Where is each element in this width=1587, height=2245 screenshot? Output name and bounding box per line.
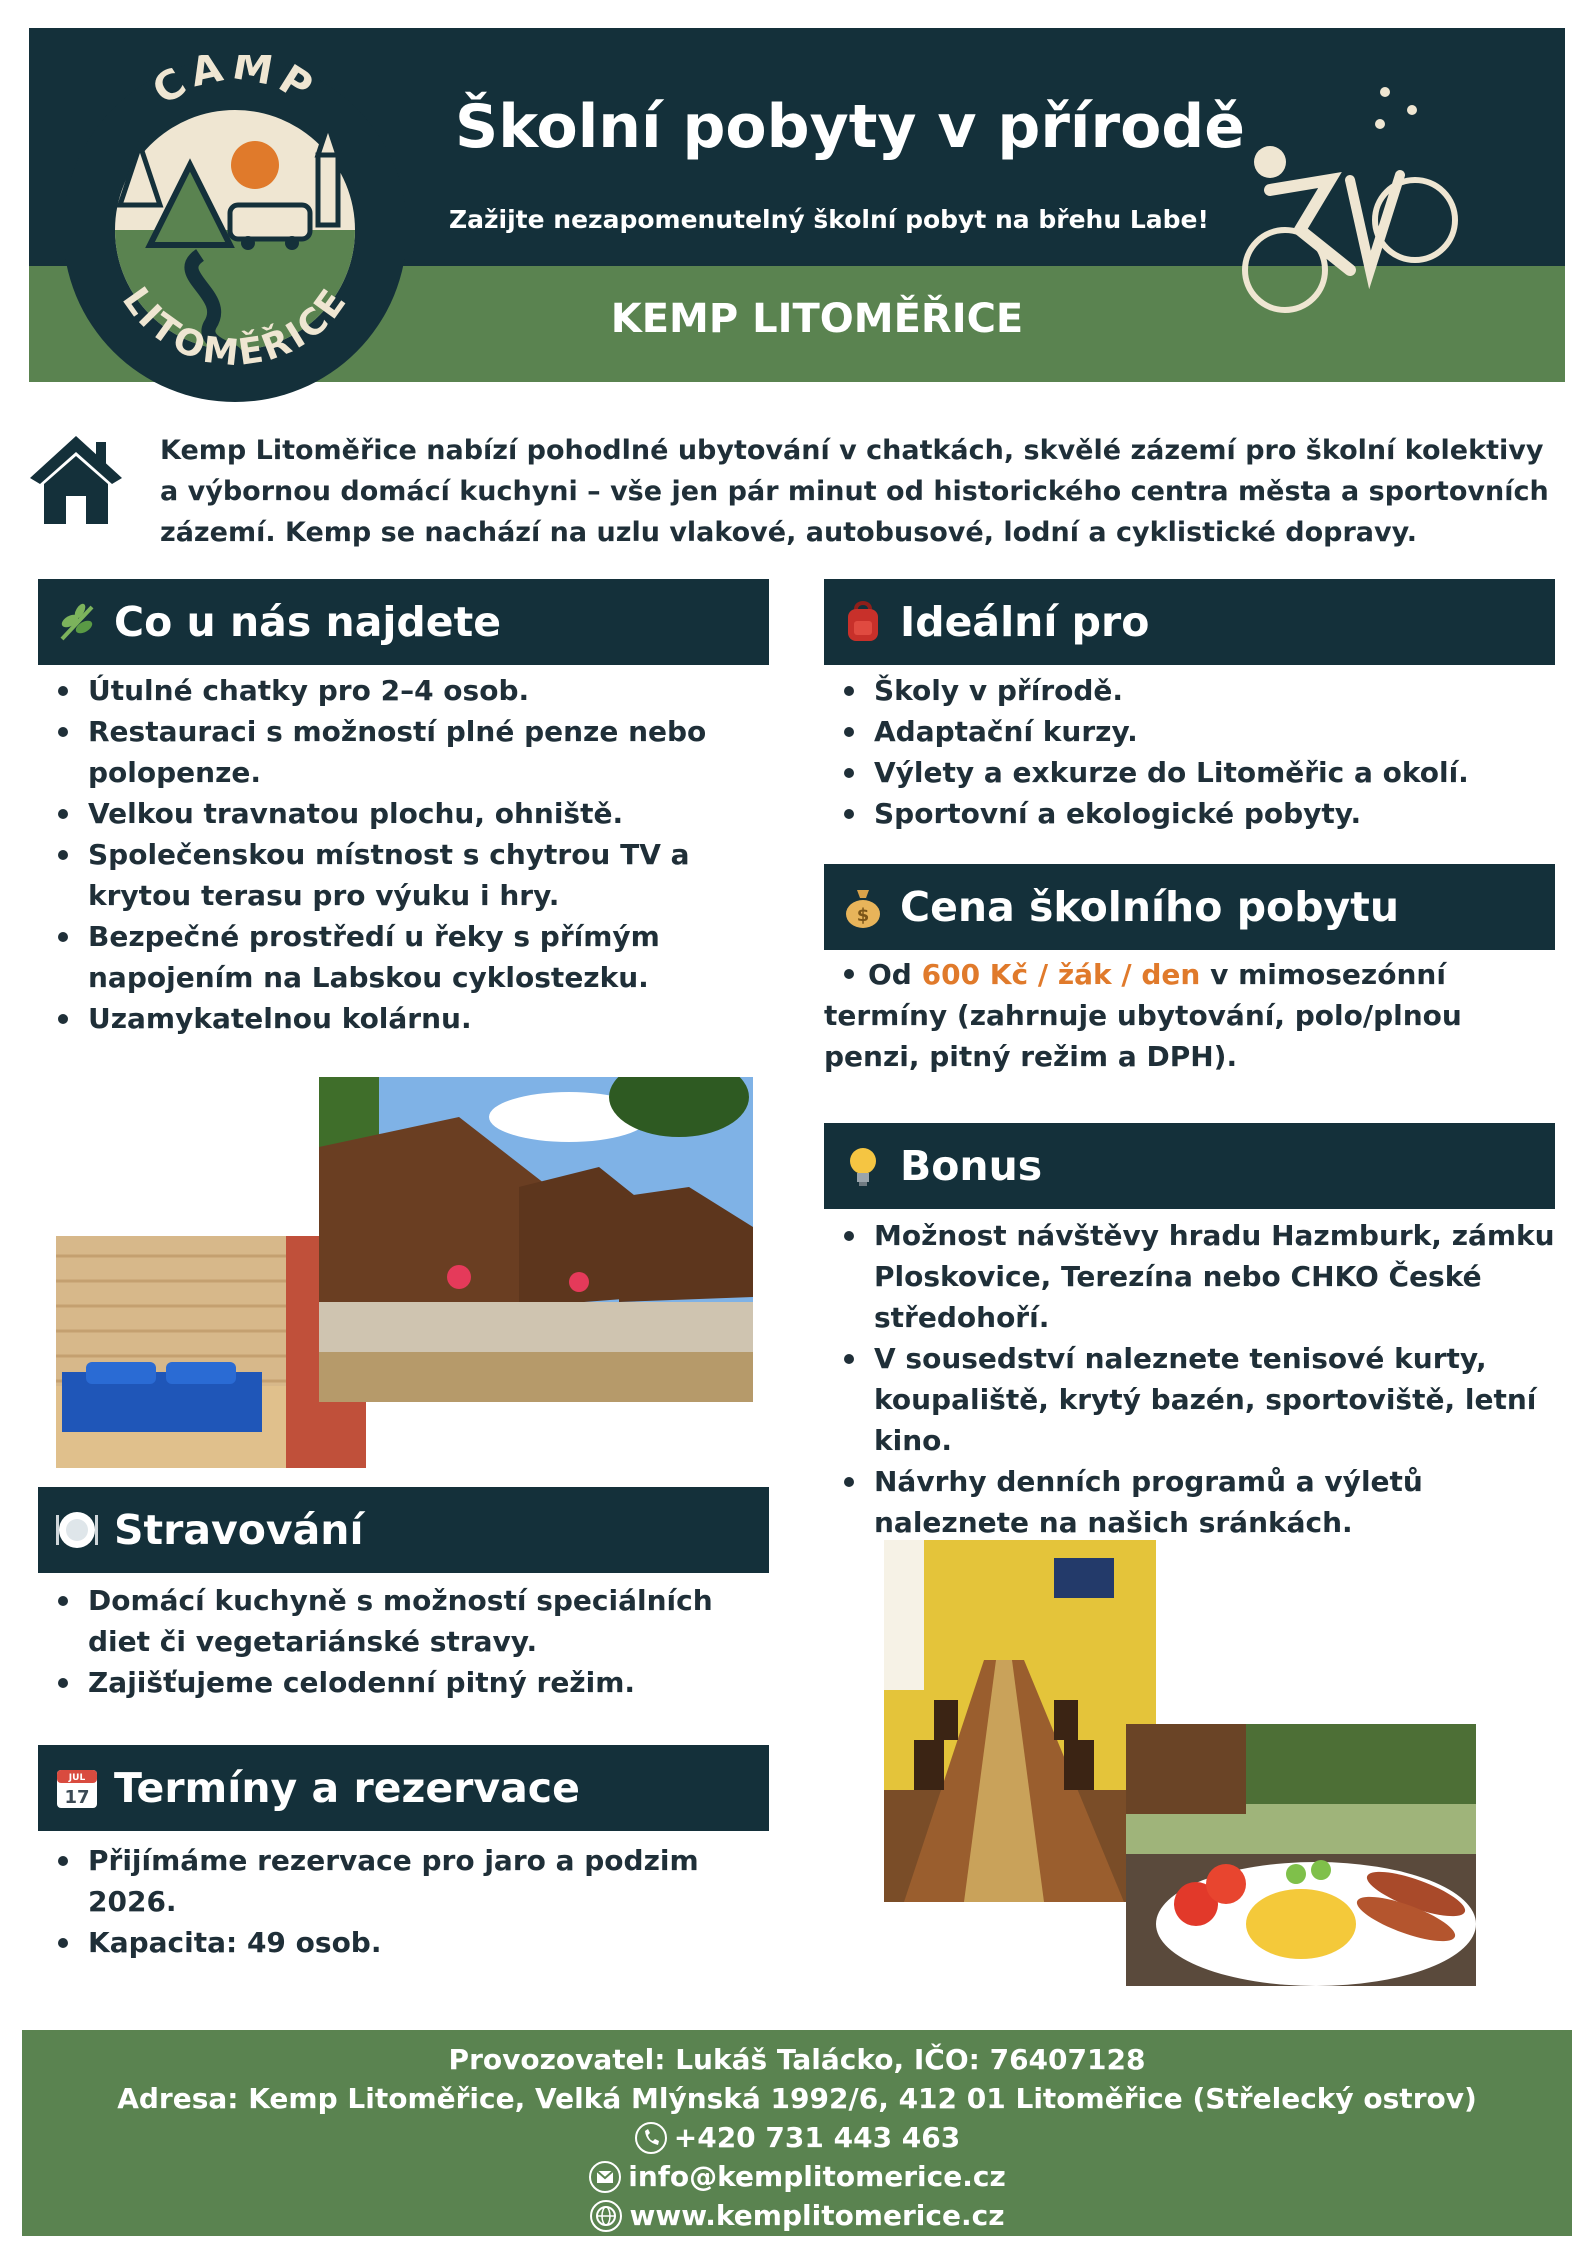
list-item: Kapacita: 49 osob.	[38, 1922, 778, 1963]
list-item: Domácí kuchyně s možností speciálních diet či vegetariánské stravy.	[38, 1580, 778, 1662]
section-header-co-najdete	[38, 579, 769, 665]
camp-logo	[60, 55, 410, 405]
calendar-month: JUL	[68, 1773, 86, 1783]
list-item: V sousedství naleznete tenisové kurty, koupaliště, krytý bazén, sportoviště, letní kino.	[824, 1338, 1564, 1461]
list-idealni	[824, 670, 1564, 834]
page-subtitle: Zažijte nezapomenutelný školní pobyt na břehu Labe!	[449, 205, 1209, 234]
cyclist-icon	[1240, 80, 1480, 320]
phone-icon	[634, 2121, 668, 2155]
list-item: Společenskou místnost s chytrou TV a krytou terasu pro výuku i hry.	[38, 834, 778, 916]
list-item: Výlety a exkurze do Litoměřic a okolí.	[824, 752, 1564, 793]
breakfast-photo	[1126, 1724, 1476, 1986]
list-item: Sportovní a ekologické pobyty.	[824, 793, 1564, 834]
email-icon	[588, 2160, 622, 2194]
price-suffix: v mimosezónní termíny (zahrnuje ubytování, polo/plnou penzi, pitný režim a DPH).	[824, 958, 1462, 1073]
footer	[22, 2030, 1572, 2236]
calendar-day: 17	[64, 1787, 90, 1808]
footer-web[interactable]: www.kemplitomerice.cz	[629, 2199, 1005, 2232]
section-title-bonus: Bonus	[900, 1142, 1043, 1190]
section-header-terminy	[38, 1745, 769, 1831]
light-bulb-icon	[840, 1143, 886, 1189]
dining-room-photo	[884, 1540, 1156, 1902]
plate-icon	[54, 1507, 100, 1553]
logo-top-text: CAMP	[144, 55, 326, 115]
price-highlight: 600 Kč / žák / den	[921, 958, 1201, 991]
backpack-icon	[840, 599, 886, 645]
section-header-idealni	[824, 579, 1555, 665]
calendar-icon	[54, 1765, 100, 1811]
list-bonus	[824, 1215, 1564, 1543]
list-item: Zajišťujeme celodenní pitný režim.	[38, 1662, 778, 1703]
list-item: Školy v přírodě.	[824, 670, 1564, 711]
list-terminy	[38, 1840, 778, 1963]
section-title-cena: Cena školního pobytu	[900, 883, 1400, 931]
list-item: Bezpečné prostředí u řeky s přímým napojením na Labskou cyklostezku.	[38, 916, 778, 998]
footer-operator: Provozovatel: Lukáš Talácko, IČO: 76407128	[448, 2043, 1146, 2076]
list-item: Návrhy denních programů a výletů naleznete na našich sránkách.	[824, 1461, 1564, 1543]
price-prefix: Od	[868, 958, 912, 991]
svg-text:$: $	[856, 905, 870, 926]
page-title: Školní pobyty v přírodě	[455, 92, 1245, 162]
footer-phone-row	[22, 2118, 1572, 2157]
brand-name: KEMP LITOMĚŘICE	[610, 296, 1024, 342]
section-header-stravovani	[38, 1487, 769, 1573]
section-title-co-najdete: Co u nás najdete	[114, 598, 501, 646]
footer-address: Adresa: Kemp Litoměřice, Velká Mlýnská 1992/6, 412 01 Litoměřice (Střelecký ostrov)	[117, 2082, 1477, 2115]
list-item: Přijímáme rezervace pro jaro a podzim 2026.	[38, 1840, 778, 1922]
globe-icon	[589, 2199, 623, 2233]
intro-paragraph: Kemp Litoměřice nabízí pohodlné ubytování v chatkách, skvělé zázemí pro školní kolektivy a výbornou domácí kuchyni – vše jen pár minut od historického centra města a sportovních zázemí. Kemp se nachází na uzlu vlakové, autobusové, lodní a cyklistické dopravy.	[160, 435, 1549, 548]
section-title-stravovani: Stravování	[114, 1506, 364, 1554]
section-title-idealni: Ideální pro	[900, 598, 1150, 646]
list-item: Restauraci s možností plné penze nebo polopenze.	[38, 711, 778, 793]
price-text	[824, 954, 1564, 1077]
logo-bottom-text: LITOMĚŘICE	[113, 280, 357, 375]
footer-email[interactable]: info@kemplitomerice.cz	[628, 2160, 1006, 2193]
list-co-najdete	[38, 670, 778, 1039]
section-header-bonus	[824, 1123, 1555, 1209]
list-stravovani	[38, 1580, 778, 1703]
list-item: Adaptační kurzy.	[824, 711, 1564, 752]
footer-web-row	[22, 2196, 1572, 2235]
list-item: Útulné chatky pro 2–4 osob.	[38, 670, 778, 711]
money-bag-icon	[840, 884, 886, 930]
cabins-photo	[319, 1077, 753, 1402]
list-item: Velkou travnatou plochu, ohniště.	[38, 793, 778, 834]
footer-email-row	[22, 2157, 1572, 2196]
herb-icon	[54, 599, 100, 645]
list-item: Uzamykatelnou kolárnu.	[38, 998, 778, 1039]
section-header-cena	[824, 864, 1555, 950]
list-item: Možnost návštěvy hradu Hazmburk, zámku Ploskovice, Terezína nebo CHKO České středohoří.	[824, 1215, 1564, 1338]
house-icon	[28, 432, 124, 528]
footer-phone[interactable]: +420 731 443 463	[673, 2121, 961, 2154]
section-title-terminy: Termíny a rezervace	[114, 1764, 580, 1812]
